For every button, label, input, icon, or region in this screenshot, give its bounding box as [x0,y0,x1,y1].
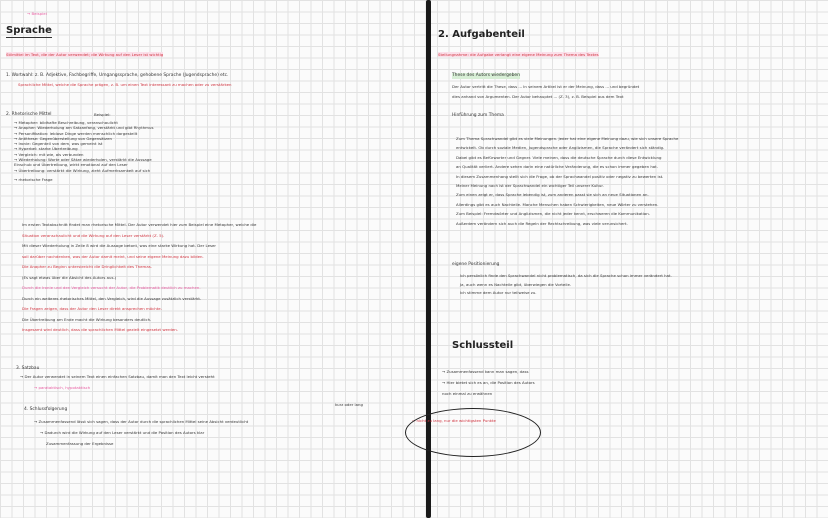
s2-item: Einschub und Übertreibung, wirkt emotional auf den Leser [14,162,128,168]
s2-item: → Antithese: Gegenüberstellung von Gegensätzen [14,135,112,141]
s2-list [14,120,153,182]
ellipse-annotation [405,408,541,457]
c-line: noch einmal zu erwähnen [442,391,493,396]
b2-line: In diesem Zusammenhang stellt sich die Frage, ob der Sprachwandel positiv oder negativ zu bewerten ist. [456,173,664,179]
s4-right-note: → nicht zu lang, nur die wichtigsten Punkte [412,418,496,423]
b2-text [456,134,678,228]
s2-item: → Vergleich: mit wie, als verbunden [14,151,84,157]
s1-line: Sprachliche Mittel, welche die Sprache prägen, z. B. um einen Text interessant zu machen oder zu verstärken [18,82,232,87]
b3-line: Ich stimme dem Autor nur teilweise zu. [460,290,537,295]
b2-heading: Hinführung zum Thema [452,113,504,118]
s2-heading: 2. Rhetorische Mittel [6,112,52,117]
b2-line: Zum einen zeigt er, dass Sprache lebendig ist, zum anderen passt sie sich an neue Situationen an. [456,192,649,198]
s2-item: → Hyperbel: starke Übertreibung [14,146,78,152]
section-title-sprache: Sprache [6,25,52,36]
b3-text [460,272,672,298]
top-note: → Beispiel [27,11,47,16]
b2-line: entwickelt. Ob durch soziale Medien, Jugendsprache oder Anglizismen, die Sprache verändert sich ständig. [456,145,665,151]
s3-line: → parataktisch, hypotaktisch [34,385,91,390]
para-line: Mit dieser Wiederholung in Zeile 8 wird die Aussage betont, was eine starke Wirkung hat. Der Leser [22,243,217,248]
b2-line: Zum Thema Sprachwandel gibt es viele Meinungen. Jeder hat eine eigene Meinung dazu, wie sich unsere Sprache [456,136,679,141]
b3-line: Ich persönlich finde den Sprachwandel nicht problematisch, da sich die Sprache schon immer verändert hat. [460,273,672,278]
b2-line: Meiner Meinung nach ist der Sprachwandel ein wichtiger Teil unserer Kultur. [456,183,604,189]
s3-line: → Der Autor verwendet in seinem Text einen einfachen Satzbau, damit man den Text leicht versteht [20,374,215,379]
b3-heading: eigene Positionierung [452,262,500,267]
s2-item: → rhetorische Frage [14,176,53,182]
para-line: Die Fragen zeigen, dass der Autor den Leser direkt ansprechen möchte. [22,306,162,311]
b2-line: Zum Beispiel: Fremdwörter und Anglizismen, die nicht jeder kennt, erschweren die Kommunikation. [456,211,650,217]
b1-text [452,82,639,102]
para-line: Im ersten Textabschnitt findet man rhetorische Mittel. Der Autor verwendet hier zum Beispiel eine Metapher, welche die [22,222,257,227]
b1-line: Der Autor vertritt die These, dass ... In seinem Artikel ist er der Meinung, dass ... und begründet [452,84,640,89]
s2-item: → Wiederholung: Worte oder Sätze wiederholen, verstärkt die Aussage [14,157,152,163]
s2-item: → Ironie: Gegenteil von dem, was gemeint ist [14,141,103,147]
para-line: Durch die Ironie und den Vergleich versucht der Autor, die Problematik deutlich zu machen. [22,285,201,290]
s2-example-label: Beispiel: [94,112,111,117]
s4-line: Zusammenfassung der Ergebnisse [46,441,114,446]
s2-item: → Anapher: Wiederholung am Satzanfang, verstärkt und gibt Rhythmus [14,125,154,131]
b1-heading: These des Autors wiedergeben [452,73,520,78]
conclusion-text [442,366,535,399]
section-title-aufgabenteil: 2. Aufgabenteil [438,29,525,40]
c-line: → Hier bietet sich es an, die Position des Autors [442,380,535,385]
s1-heading: 1. Wortwahl: z. B. Adjektive, Fachbegriffe, Umgangssprache, gehobene Sprache (Jugendsprache) etc. [6,73,229,78]
s4-note: kurz oder lang [335,402,363,407]
s4-line: → Zusammenfassend lässt sich sagen, dass der Autor durch die sprachlichen Mittel seine Absicht verdeutlicht [34,419,249,424]
b2-line: Dabei gibt es Befürworter und Gegner. Viele meinen, dass die deutsche Sprache durch diese Entwicklung [456,154,662,160]
s4-heading: 4. Schlussfolgerung [24,407,68,412]
s3-heading: 3. Satzbau [16,366,40,371]
para-line: Die Anapher zu Beginn unterstreicht die Dringlichkeit des Themas. [22,264,152,269]
s4-line: → Dadurch wird die Wirkung auf den Leser verstärkt und die Position des Autors klar [40,430,205,435]
s2-item: → Metapher: bildhafte Beschreibung, veranschaulicht [14,120,118,125]
section-subtitle: Stilmittel im Text, die der Autor verwendet; die Wirkung auf den Leser ist wichtig [6,52,164,57]
para-line: Durch ein weiteres rhetorisches Mittel, den Vergleich, wird die Aussage zusätzlich verstärkt. [22,295,202,301]
s2-item: → Personifikation: leblose Dinge werden menschlich dargestellt [14,130,138,136]
right-subtitle: Stellungnahme: die Aufgabe verlangt eine eigene Meinung zum Thema des Textes [438,52,599,57]
para-line: Die Übertreibung am Ende macht die Wirkung besonders deutlich. [22,316,152,322]
b2-line: Außerdem verändern sich auch die Regeln der Rechtschreibung, was viele verunsichert. [456,220,628,226]
s2-paragraph [22,220,256,336]
b2-line: an Qualität verliert. Andere sehen darin eine natürliche Veränderung, die es schon immer gegeben hat. [456,164,658,170]
para-line: Situation veranschaulicht und die Wirkung auf den Leser verstärkt (Z. 5). [22,232,165,238]
b1-line: dies anhand von Argumenten. Der Autor behauptet ... (Z. 3), z. B. Beispiel aus dem Text [452,94,624,99]
section-title-schlussteil: Schlussteil [452,340,514,351]
b3-line: Ja, auch wenn es Nachteile gibt, überwiegen die Vorteile. [460,281,572,287]
s2-item: → Übertreibung: verstärkt die Wirkung, zieht Aufmerksamkeit auf sich [14,167,151,173]
para-line: (Es sagt etwas über die Absicht des Autors aus.) [22,274,117,280]
b2-line: Allerdings gibt es auch Nachteile. Manche Menschen haben Schwierigkeiten, neue Wörter zu verstehen. [456,201,659,207]
para-line: Insgesamt wird deutlich, dass die sprachlichen Mittel gezielt eingesetzt werden. [22,327,178,332]
para-line: soll darüber nachdenken, was der Autor damit meint, und seine eigene Meinung dazu bilden. [22,253,204,259]
c-line: → Zusammenfassend kann man sagen, dass [442,369,529,374]
